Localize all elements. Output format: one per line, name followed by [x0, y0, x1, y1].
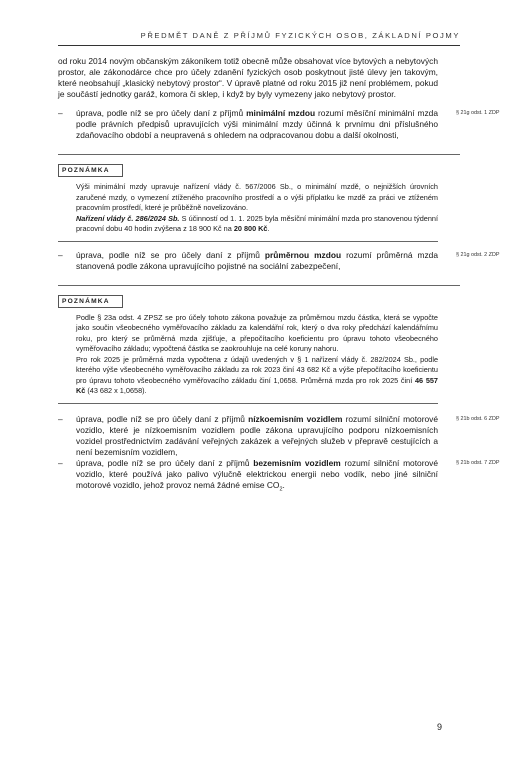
- running-header-title: PŘEDMĚT DANĚ Z PŘÍJMŮ FYZICKÝCH OSOB, ZÁKLADNÍ POJMY: [140, 31, 460, 40]
- note-label: POZNÁMKA: [58, 295, 123, 308]
- subscript-2: 2: [279, 486, 283, 493]
- defined-term: průměrnou mzdou: [264, 249, 342, 260]
- note-box-average-wage: [58, 285, 438, 404]
- note-top-rule: [58, 154, 460, 155]
- note-box-minimum-wage: [58, 154, 438, 242]
- dash-bullet: –: [58, 413, 63, 424]
- defined-term: minimální mzdou: [246, 108, 316, 118]
- definition-low-emission-vehicle: [58, 413, 500, 458]
- dash-bullet: –: [58, 457, 63, 468]
- definition-text: úprava, podle níž se pro účely daní z příjmů bezemisním vozidlem rozumí silniční motorové vozidlo, které používá jako palivo výlučně elektrickou energii nebo vodík, nebo jiné silniční motorové vozidlo, jehož provoz nemá žádné emise $CO_2$.: [76, 457, 438, 493]
- running-header: [58, 25, 460, 46]
- definition-text: úprava, podle níž se pro účely daní z příjmů minimální mzdou rozumí měsíční minimální mzda podle právních předpisů upravujících výši minimální mzdy účinná k prvnímu dni příslušného zdaňovacího období a neupravená s ohledem na odpracovanou dobu a další okolnosti,: [76, 108, 438, 140]
- intro-paragraph: od roku 2014 novým občanským zákoníkem totiž obecně může obsahovat více bytových a nebytových prostor, ale zákonodárce chce pro účely zdanění fyzických osob poskytnout jisté úlevy jen takovým, které neobsahují „klasický nebytový prostor“. V úpravě platné od roku 2015 již není problémem, pokud je součástí jednotky garáž, komora či sklep, i když by byly vymezeny jako nebytový prostor.: [58, 56, 438, 99]
- dash-bullet: –: [58, 249, 63, 260]
- page-number: 9: [437, 722, 443, 732]
- dash-bullet: –: [58, 108, 63, 118]
- minimum-wage-amount: 20 800 Kč: [233, 224, 268, 233]
- regulation-reference: Nařízení vlády č. 286/2024 Sb.: [76, 213, 180, 223]
- defined-term: nízkoemisním vozidlem: [248, 413, 343, 424]
- note-label: POZNÁMKA: [58, 164, 123, 177]
- law-reference: § 21b odst. 7 ZDP: [456, 459, 500, 466]
- defined-term: bezemisním vozidlem: [253, 457, 341, 468]
- law-reference: § 21g odst. 2 ZDP: [456, 251, 500, 258]
- definition-zero-emission-vehicle: [58, 457, 500, 496]
- note-text: Výši minimální mzdy upravuje nařízení vlády č. 567/2006 Sb., o minimální mzdě, o nejnižších úrovních zaručené mzdy, o vymezení ztíženého pracovního prostředí a o výši příplatku ke mzdě za práci ve ztíženém pracovním prostředí, které je průběžně novelizováno. Nařízení vlády č. 286/2024 Sb. S účinností od 1. 1. 2025 byla měsíční minimální mzda pro stanovenou týdenní pracovní dobu 40 hodin zvýšena z 18 900 Kč na 20 800 Kč.: [76, 182, 438, 233]
- note-paragraph: Podle § 23a odst. 4 ZPSZ se pro účely tohoto zákona považuje za průměrnou mzdu částka, která se vypočte jako součin všeobecného vyměřovacího základu za kalendářní rok, který o dva roky předchází kalendářnímu roku, pro který se průměrná mzda zjišťuje, a přepočítacího koeficientu pro úpravu tohoto všeobecného vyměřovacího základu; vypočtená částka se zaokrouhluje na celé koruny nahoru.: [76, 312, 438, 353]
- note-text: [58, 313, 438, 397]
- law-reference: § 21b odst. 6 ZDP: [456, 415, 500, 422]
- definition-minimum-wage: [58, 108, 500, 141]
- definition-average-wage: [58, 249, 500, 272]
- note-top-rule: [58, 285, 460, 286]
- definition-text: úprava, podle níž se pro účely daní z příjmů nízkoemisním vozidlem rozumí silniční motorové vozidlo, které je nízkoemisním vozidlem podle zákona upravujícího podporu nízkoemisních vozidel prostřednictvím zadávání veřejných zakázek a veřejných služeb v přepravě cestujících a není bezemisním vozidlem,: [76, 413, 438, 457]
- definition-text: úprava, podle níž se pro účely daní z příjmů průměrnou mzdou rozumí průměrná mzda stanovená podle zákona upravujícího pojistné na sociální zabezpečení,: [76, 249, 438, 271]
- note-bottom-rule: [58, 241, 438, 242]
- note-paragraph: Pro rok 2025 je průměrná mzda vypočtena z údajů uvedených v § 1 nařízení vlády č. 282/2024 Sb., podle kterého výše všeobecného vyměřovacího základu za rok 2023 činí 43 682 Kč a výše přepočítacího koeficientu pro úpravu tohoto všeobecného vyměřovacího základu činí 1,0658. Průměrná mzda pro rok 2025 činí 46 557 Kč (43 682 x 1,0658).: [76, 354, 438, 395]
- note-bottom-rule: [58, 403, 438, 404]
- law-reference: § 21g odst. 1 ZDP: [456, 110, 500, 116]
- page-content: [58, 56, 500, 495]
- average-wage-amount: 46 557 Kč: [76, 375, 438, 395]
